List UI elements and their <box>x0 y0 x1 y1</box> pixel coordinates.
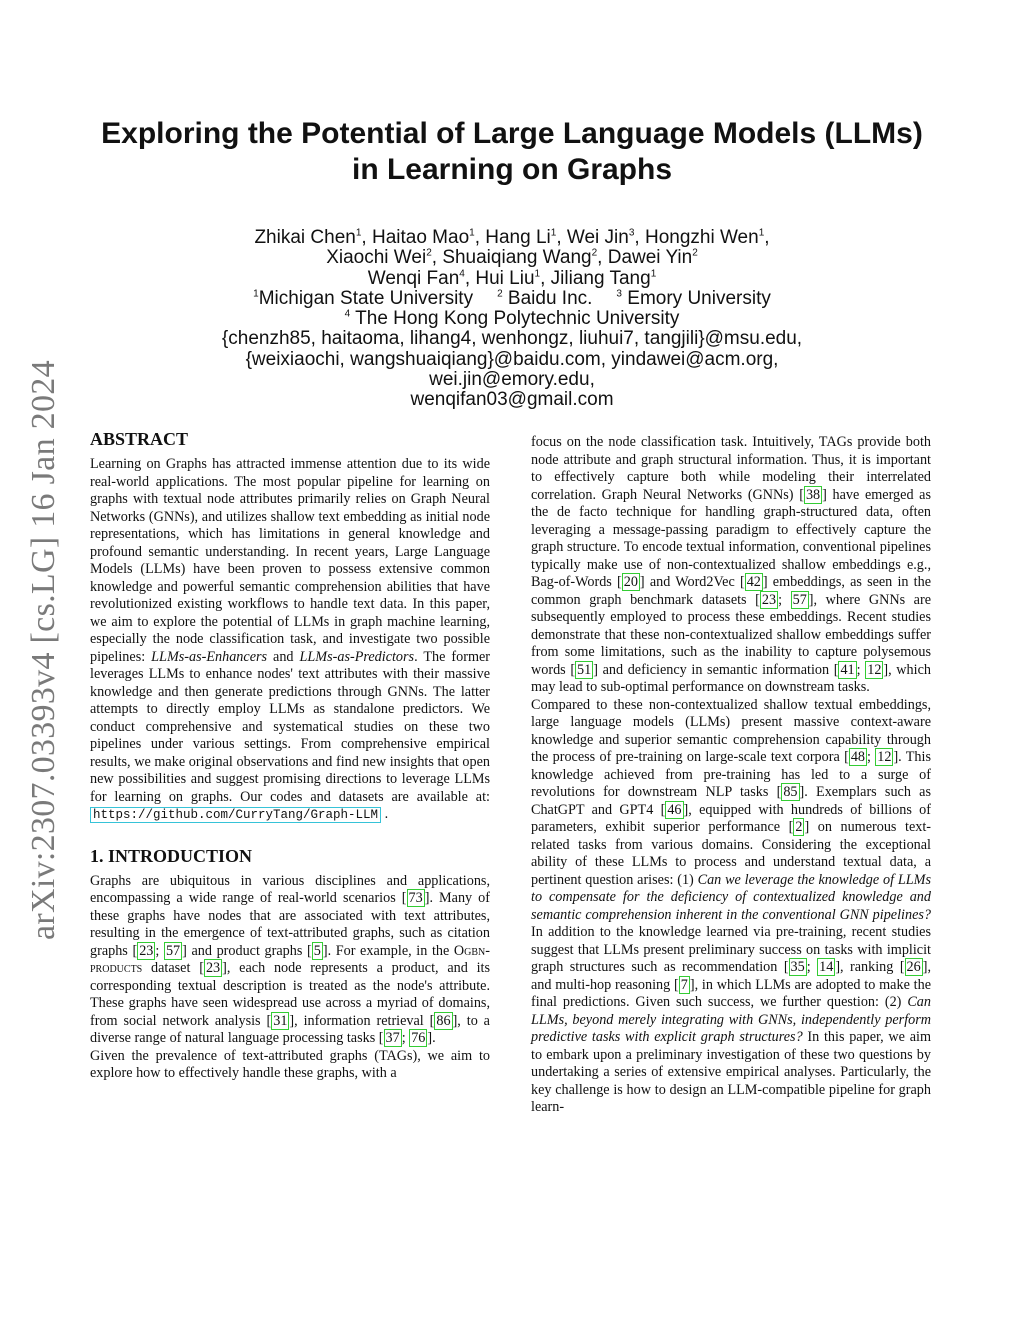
author-name: Wenqi Fan <box>367 267 460 289</box>
author-affiliation-mark: 1 <box>550 227 557 239</box>
email-line-2: {weixiaochi, wangshuaiqiang}@baidu.com, yindawei@acm.org, <box>245 348 779 370</box>
author-name: Hui Liu <box>475 267 535 289</box>
abstract-text: and <box>267 648 300 665</box>
intro-text: , each node represents a product, and its corresponding textual description is treated as the node's attribute. These graphs have seen widespread use across a myriad of domains, from social network analysis <box>90 960 490 1029</box>
intro-text: and product graphs <box>186 942 307 959</box>
authors-line-3: Wenqi Fan$^4$, Hui Liu$^1$, Jiliang Tang$^1$ <box>367 267 657 289</box>
affiliations-line-1 <box>140 289 884 309</box>
intro-text: , information retrieval <box>294 1012 430 1029</box>
citation-link[interactable]: 48 <box>850 749 865 765</box>
citation-link[interactable]: 35 <box>790 959 805 975</box>
abstract-text: . <box>381 806 389 822</box>
body-text: on numerous text-related tasks from various domains. Considering the exceptional ability of these LLMs to process and understand textual data, a pertinent question arises: (1) <box>531 819 931 888</box>
email-line-1: {chenzh85, haitaoma, lihang4, wenhongz, liuhui7, tangjili}@msu.edu, <box>221 328 803 350</box>
author-affiliation-mark: 1 <box>355 227 362 239</box>
citation-link[interactable]: 86 <box>436 1012 451 1029</box>
citation-link[interactable]: 14 <box>819 959 834 975</box>
predictors-term: LLMs-as-Predictors <box>299 648 415 665</box>
abstract-text: Learning on Graphs has attracted immense attention due to its wide real-world applications. The most popular pipeline for learning on graphs with textual node attributes primarily relies on Graph Neural Networks (GNNs), and utilizes shallow text embedding as initial node representations, which has limitations in general knowledge and profound semantic understanding. In recent years, Large Language Models (LLMs) have been proven to possess extensive common knowledge and powerful semantic comprehension abilities that have revolutionized existing workflows to handle text data. In this paper, we aim to explore the potential of LLMs in graph machine learning, especially the node classification task, and investigate two possible pipelines: <box>90 456 490 665</box>
author-affiliation-mark: 1 <box>469 227 475 239</box>
left-column <box>90 428 490 1083</box>
email-line-4: wenqifan03@gmail.com <box>410 389 614 411</box>
body-text: , and multi-hop reasoning <box>531 959 932 993</box>
author-name: Xiaochi Wei <box>326 247 427 269</box>
body-text: , which may lead to sub-optimal performance on downstream tasks. <box>531 661 931 695</box>
body-text: Compared to these non-contextualized shallow textual embeddings, large language models (LLMs) present massive context-aware knowledge and superior semantic comprehension capability through the process of pre-training on large-scale text corpora <box>531 696 931 765</box>
intro-text: , to a diverse range of natural language processing tasks <box>90 1012 490 1046</box>
title-line-2: in Learning on Graphs <box>351 153 673 186</box>
body-text: , equipped with hundreds of billions of parameters, exhibit superior performance <box>531 801 931 835</box>
right-column <box>531 434 931 1117</box>
affiliation-mark: 2 <box>497 288 503 300</box>
citation-link[interactable]: 23 <box>761 591 777 608</box>
affiliation-mark: 3 <box>616 288 622 300</box>
right-paragraph-1: focus on the node classification task. Intuitively, TAGs provide both node attribute and graph structural information. Thus, it is important to effectively capture both while modeling their interrelated correlation. Graph Neural Networks (GNNs) [ 38 ] have emerged as the de facto technique for handling graph-structured data, often leveraging a message-passing paradigm to effectively capture the graph structure. To encode textual information, conventional pipelines typically make use of non-contextualized shallow embeddings e.g., Bag-of-Words [ 20 ] and Word2Vec [ 42 ] embeddings, as seen in the common graph benchmark datasets [ 23 ; 57 ], where GNNs are subsequently employed to process these embeddings. Recent studies demonstrate that these non-contextualized shallow embeddings suffer from some limitations, such as the inability to capture polysemous words [ 51 ] and deficiency in semantic information [ 41 ; 12 ], which may lead to sub-optimal performance on downstream tasks. <box>531 434 932 695</box>
affiliation-name: Baidu Inc. <box>507 287 593 309</box>
intro-paragraph-1: Graphs are ubiquitous in various disciplines and applications, encompassing a wide range of real-world scenarios [ 73 ]. Many of these graphs have nodes that are associated with text attributes, resulting in the emergence of text-attributed graphs, such as citation graphs [ 23 ; 57 ] and product graphs [ 5 ]. For example, in the Ogbn-products dataset [ 23 ], each node represents a product, and its corresponding textual description is treated as the node's attribute. These graphs have seen widespread use across a myriad of domains, from social network analysis [ 31 ], information retrieval [ 86 ], to a diverse range of natural language processing tasks [ 37 ; 76 ]. <box>90 872 490 1046</box>
dataset-name: Ogbn-products <box>90 942 490 976</box>
authors-line-1: Zhikai Chen$^1$, Haitao Mao$^1$, Hang Li$^1$, Wei Jin$^3$, Hongzhi Wen$^1$, <box>254 227 770 248</box>
body-text: focus on the node classification task. Intuitively, TAGs provide both node attribute and graph structural information. Thus, it is important to effectively capture both while modeling their interrelated correlation. Graph Neural Networks (GNNs) <box>531 434 931 503</box>
citation-link[interactable]: 46 <box>667 801 682 818</box>
citation-link[interactable]: 26 <box>906 959 921 975</box>
author-affiliation-mark: 2 <box>692 247 698 259</box>
citation-link[interactable]: 85 <box>783 784 798 800</box>
body-text: , ranking <box>840 959 900 975</box>
citation-link[interactable]: 51 <box>577 661 592 678</box>
research-question-1: Can we leverage the knowledge of LLMs to compensate for the deficiency of contextualized knowledge and semantic comprehension inherent in the conventional GNN pipelines? <box>531 871 931 923</box>
body-text: , in which LLMs are adopted to make the final predictions. Given such success, we further question: (2) <box>531 976 931 1010</box>
enhancers-term: LLMs-as-Enhancers <box>151 648 268 665</box>
citation-link[interactable]: 31 <box>273 1012 288 1029</box>
citation-link[interactable]: 37 <box>385 1030 400 1046</box>
research-question-2: Can LLMs, beyond merely integrating with GNNs, independently perform predictive tasks with explicit graph structures? <box>531 994 931 1045</box>
author-affiliation-mark: 4 <box>459 268 465 280</box>
citation-link[interactable]: 7 <box>680 976 688 993</box>
citation-link[interactable]: 57 <box>792 591 807 608</box>
author-affiliation-mark: 2 <box>591 247 598 259</box>
citation-link[interactable]: 38 <box>805 486 821 503</box>
affiliation-name: Michigan State University <box>258 287 474 309</box>
citation-link[interactable]: 12 <box>877 749 892 765</box>
intro-text: . Many of these graphs have nodes that are associated with text attributes, resulting in the emergence of text-attributed graphs, such as citation graphs <box>90 890 490 959</box>
intro-text: . <box>432 1030 436 1046</box>
affiliation-name: The Hong Kong Polytechnic University <box>355 308 680 330</box>
citation-link[interactable]: 2 <box>795 819 803 835</box>
citation-link[interactable]: 23 <box>205 960 221 976</box>
body-text: , where GNNs are subsequently employed to process these embeddings. Recent studies demonstrate that these non-contextualized shallow embeddings suffer from some limitations, such as the inability to capture polysemous words <box>531 591 931 678</box>
author-affiliation-mark: 3 <box>628 227 635 239</box>
author-affiliation-mark: 2 <box>426 247 432 259</box>
author-name: Dawei Yin <box>607 247 693 269</box>
citation-link[interactable]: 23 <box>139 942 154 959</box>
citation-link[interactable]: 73 <box>408 890 423 906</box>
intro-text: dataset <box>142 960 200 976</box>
abstract-heading: ABSTRACT <box>90 429 189 449</box>
right-paragraph-2: Compared to these non-contextualized shallow textual embeddings, large language models (LLMs) present massive context-aware knowledge and superior semantic comprehension capability through the process of pre-training on large-scale text corpora [ 48 ; 12 ]. This knowledge achieved from pre-training has led to a surge of revolutions for downstream NLP tasks [ 85 ]. Exemplars such as ChatGPT and GPT4 [ 46 ], equipped with hundreds of billions of parameters, exhibit superior performance [ 2 ] on numerous text-related tasks from various domains. Considering the exceptional ability of these LLMs to process and understand textual data, a pertinent question arises: (1) Can we leverage the knowledge of LLMs to compensate for the deficiency of contextualized knowledge and semantic comprehension inherent in the conventional GNN pipelines? In addition to the knowledge learned via pre-training, recent studies suggest that LLMs present preliminary success on tasks with implicit graph structures such as recommendation [ 35 ; 14 ], ranking [ 26 ], and multi-hop reasoning [ 7 ], in which LLMs are adopted to make the final predictions. Given such success, we further question: (2) Can LLMs, beyond merely integrating with GNNs, independently perform predictive tasks with explicit graph structures? In this paper, we aim to embark upon a preliminary investigation of these two questions by undertaking a series of extensive empirical analyses. Particularly, the key challenge is how to design an LLM-compatible pipeline for graph learn- <box>531 696 932 1115</box>
citation-link[interactable]: 5 <box>313 942 321 959</box>
intro-text: . For example, in the <box>327 942 454 959</box>
author-name: Haitao Mao <box>371 227 470 248</box>
paper-title <box>80 116 944 188</box>
body-text: . This knowledge achieved from pre-training has led to a surge of revolutions for downstream NLP tasks <box>531 749 931 800</box>
author-affiliation-mark: 1 <box>758 227 765 239</box>
body-text: have emerged as the de facto technique for handling graph-structured data, often leveraging a message-passing paradigm to effectively capture the graph structure. To encode textual information, conventional pipelines typically make use of non-contextualized shallow embeddings e.g., Bag-of-Words <box>531 486 932 590</box>
author-name: Hongzhi Wen <box>644 227 759 248</box>
email-line-3: wei.jin@emory.edu, <box>429 369 595 391</box>
intro-paragraph-2: Given the prevalence of text-attributed graphs (TAGs), we aim to explore how to effectively handle these graphs, with a <box>90 1047 490 1081</box>
body-text: In addition to the knowledge learned via pre-training, recent studies suggest that LLMs present preliminary success on tasks with implicit graph structures such as recommendation <box>531 924 931 975</box>
author-name: Hang Li <box>485 227 551 248</box>
introduction-heading: 1. INTRODUCTION <box>90 845 253 866</box>
author-block <box>140 228 884 411</box>
affiliation-mark: 4 <box>344 308 351 320</box>
author-name: Zhikai Chen <box>254 227 356 248</box>
body-text: and deficiency in semantic information <box>597 661 834 678</box>
citation-link[interactable]: 20 <box>623 574 638 590</box>
citation-link[interactable]: 12 <box>867 661 882 678</box>
code-repository-link[interactable]: https://github.com/CurryTang/Graph-LLM <box>90 807 381 823</box>
citation-link[interactable]: 41 <box>840 661 855 678</box>
author-affiliation-mark: 1 <box>650 268 657 280</box>
body-text: . Exemplars such as ChatGPT and GPT4 <box>531 784 931 818</box>
abstract-paragraph <box>90 456 490 825</box>
abstract-text: . The former leverages LLMs to enhance nodes' text attributes with their massive knowledge and then generate predictions through GNNs. The latter attempts to directly employ LLMs as standalone predictors. We conduct comprehensive and systematical studies on these two pipelines under various settings. From comprehensive empirical results, we make original observations and find new insights that open new possibilities and suggest promising directions to leverage LLMs for learning on graphs. Our codes and datasets are available at: <box>90 648 491 805</box>
author-name: Jiliang Tang <box>550 267 651 289</box>
arxiv-identifier-stamp: arXiv:2307.03393v4 [cs.LG] 16 Jan 2024 <box>25 360 62 940</box>
citation-link[interactable]: 42 <box>746 574 761 590</box>
affiliation-mark: 1 <box>253 288 259 300</box>
affiliations-line-2 <box>140 309 884 329</box>
body-text: and Word2Vec <box>644 574 740 590</box>
authors-line-2: Xiaochi Wei$^2$, Shuaiqiang Wang$^2$, Dawei Yin$^2$ <box>326 247 698 269</box>
citation-link[interactable]: 57 <box>165 942 181 959</box>
citation-link[interactable]: 76 <box>411 1030 426 1046</box>
intro-text: Graphs are ubiquitous in various disciplines and applications, encompassing a wide range of real-world scenarios <box>90 872 490 906</box>
author-name: Shuaiqiang Wang <box>442 247 592 269</box>
author-affiliation-mark: 1 <box>534 268 541 280</box>
affiliation-name: Emory University <box>627 287 771 309</box>
author-name: Wei Jin <box>566 227 629 248</box>
title-line-1: Exploring the Potential of Large Language Models (LLMs) <box>101 117 923 150</box>
body-text: embeddings, as seen in the common graph benchmark datasets <box>531 574 931 608</box>
body-text: In this paper, we aim to embark upon a preliminary investigation of these two questions by undertaking a series of extensive empirical analyses. Particularly, the key challenge is how to design an LLM-compatible pipeline for graph learn- <box>531 1029 931 1115</box>
